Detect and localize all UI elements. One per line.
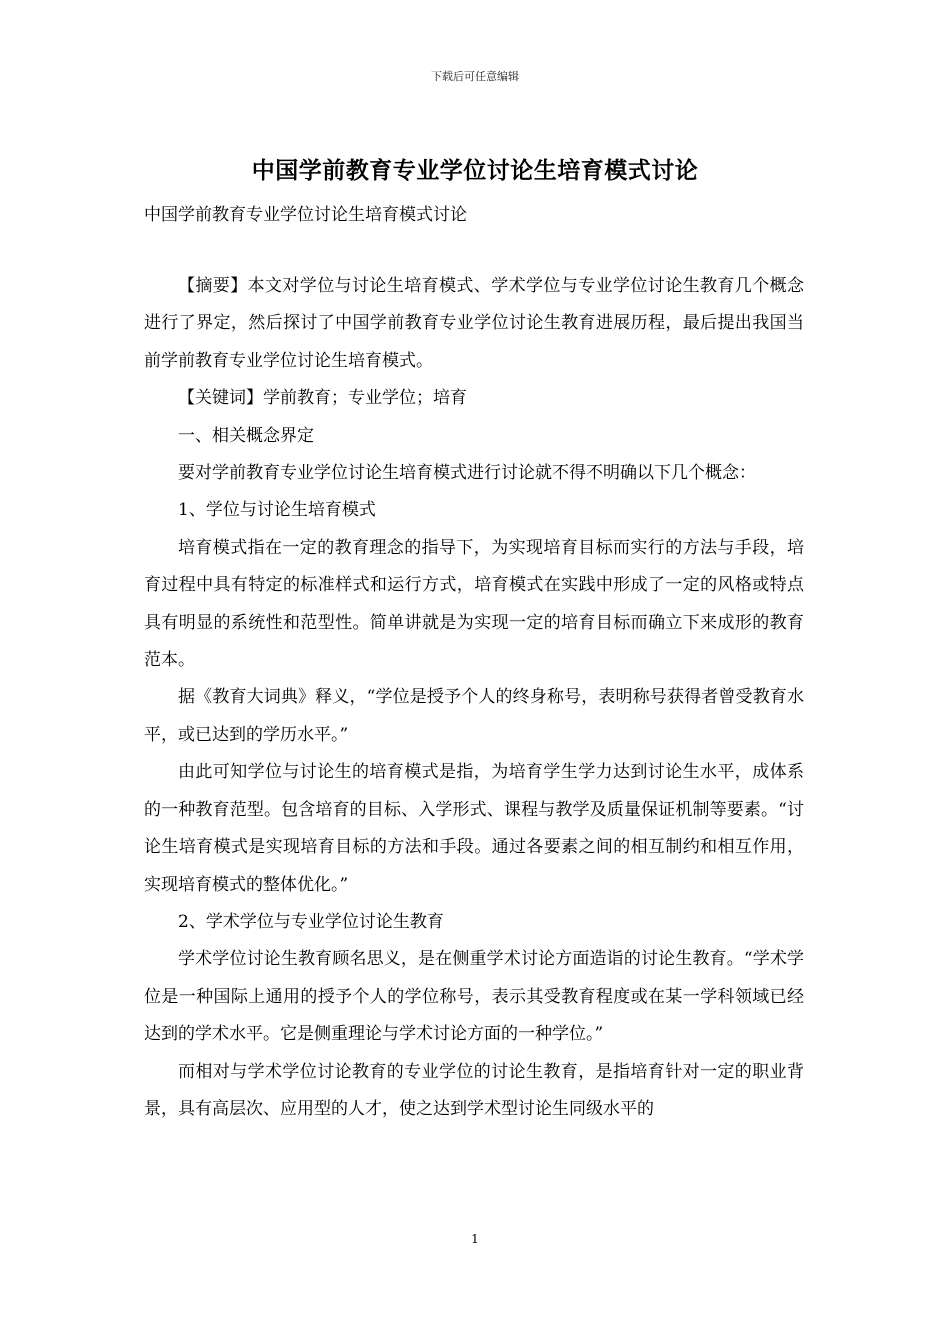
document-title: 中国学前教育专业学位讨论生培育模式讨论 [251, 157, 699, 184]
abstract-paragraph: 【摘要】本文对学位与讨论生培育模式、学术学位与专业学位讨论生教育几个概念进行了界定，然后探讨了中国学前教育专业学位讨论生教育进展历程，最后提出我国当前学前教育专业学位讨论生培育模式。 [144, 276, 804, 371]
body-paragraph: 据《教育大词典》释义，“学位是授予个人的终身称号，表明称号获得者曾受教育水平，或已达到的学历水平。” [144, 687, 804, 745]
section-heading-1: 一、相关概念界定 [178, 425, 314, 446]
header-note: 下载后可任意编辑 [431, 70, 519, 83]
body-paragraph: 要对学前教育专业学位讨论生培育模式进行讨论就不得不明确以下几个概念： [178, 463, 756, 484]
page-number: 1 [471, 1232, 479, 1246]
document-subtitle: 中国学前教育专业学位讨论生培育模式讨论 [144, 205, 467, 225]
subsection-heading-1: 1、学位与讨论生培育模式 [178, 500, 376, 521]
subsection-heading-2: 2、学术学位与专业学位讨论生教育 [178, 911, 444, 932]
document-body [144, 268, 804, 1128]
body-paragraph: 学术学位讨论生教育顾名思义，是在侧重学术讨论方面造诣的讨论生教育。“学术学位是一种国际上通用的授予个人的学位称号，表示其受教育程度或在某一学科领域已经达到的学术水平。它是侧重理论与学术讨论方面的一种学位。” [144, 949, 804, 1045]
body-paragraph: 而相对与学术学位讨论教育的专业学位的讨论生教育，是指培育针对一定的职业背景，具有高层次、应用型的人才，使之达到学术型讨论生同级水平的 [144, 1061, 804, 1119]
keywords-paragraph: 【关键词】学前教育；专业学位；培育 [178, 388, 467, 409]
body-paragraph: 由此可知学位与讨论生的培育模式是指，为培育学生学力达到讨论生水平，成体系的一种教育范型。包含培育的目标、入学形式、课程与教学及质量保证机制等要素。“讨论生培育模式是实现培育目标的方法和手段。通过各要素之间的相互制约和相互作用，实现培育模式的整体优化。” [144, 762, 804, 895]
body-paragraph: 培育模式指在一定的教育理念的指导下，为实现培育目标而实行的方法与手段，培育过程中具有特定的标准样式和运行方式，培育模式在实践中形成了一定的风格或特点具有明显的系统性和范型性。简单讲就是为实现一定的培育目标而确立下来成形的教育范本。 [144, 537, 804, 671]
